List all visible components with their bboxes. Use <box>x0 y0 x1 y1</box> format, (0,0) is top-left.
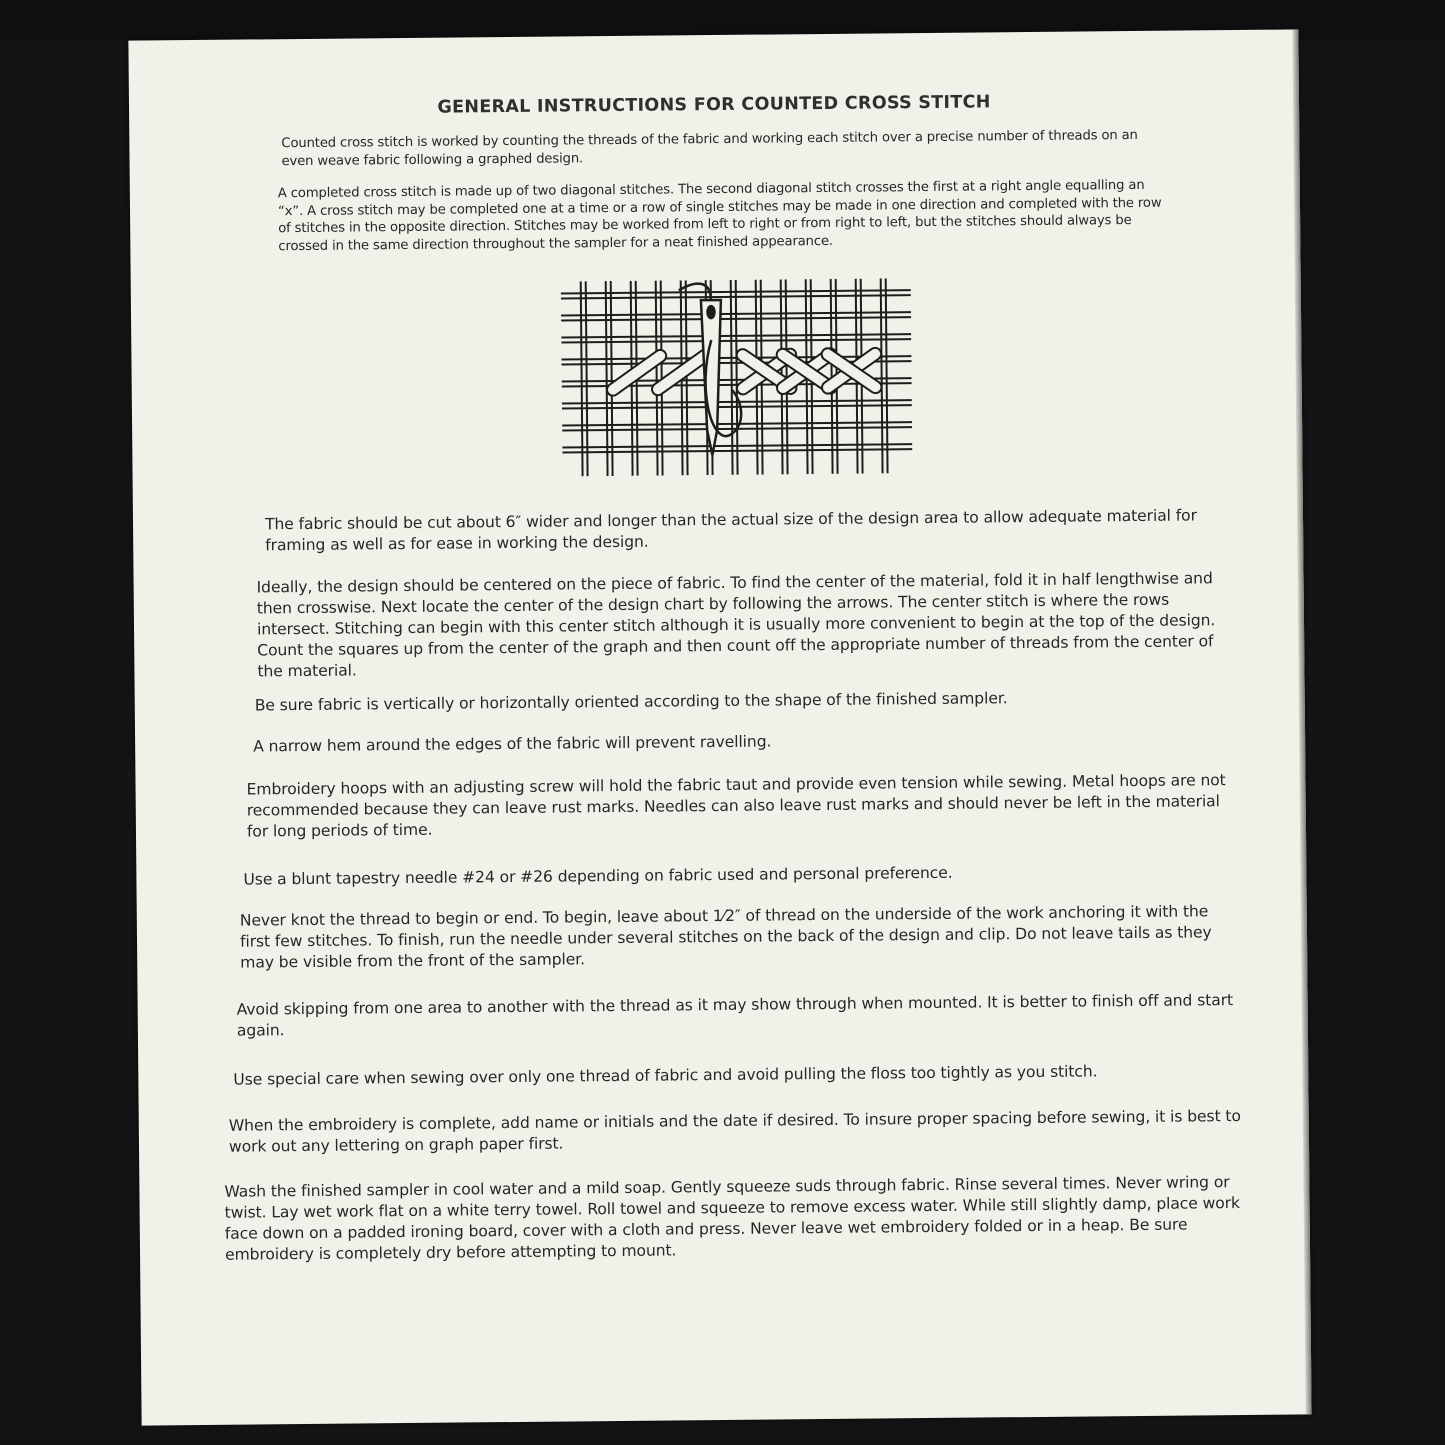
paragraph-special-care: Use special care when sewing over only one thread of fabric and avoid pulling the floss too tightly as you stitch. <box>233 1062 1098 1089</box>
cross-stitch-illustration <box>561 278 913 476</box>
intro-paragraph-2: A completed cross stitch is made up of two diagonal stitches. The second diagonal stitch crosses the first at a right angle equalling an “x”. A cross stitch may be completed one at a time or a row of single stitches may be made in one direction and completed with the row of stitches in the opposite direction. Stitches may be worked from left to right or from right to left, but the stitches should always be crossed in the same direction throughout the sampler for a neat finished appearance. <box>277 177 1162 254</box>
paragraph-orientation: Be sure fabric is vertically or horizontally oriented according to the shape of the finished sampler. <box>254 689 1008 715</box>
paragraph-knots: Never knot the thread to begin or end. To begin, leave about 1⁄2″ of thread on the underside of the work anchoring it with the first few stitches. To finish, run the needle under several stitches on the back of the design and clip. Do not leave tails as they may be visible from the front of the sampler. <box>239 902 1212 972</box>
paragraph-hoops: Embroidery hoops with an adjusting screw will hold the fabric taut and provide even tension while sewing. Metal hoops are not recommended because they can leave rust marks. Needles can also leave rust marks and should never be left in the material for long periods of time. <box>246 771 1226 841</box>
paragraph-hem: A narrow hem around the edges of the fabric will prevent ravelling. <box>253 732 772 756</box>
page-title: GENERAL INSTRUCTIONS FOR COUNTED CROSS STITCH <box>437 92 991 118</box>
intro-paragraph-1: Counted cross stitch is worked by counting the threads of the fabric and working each stitch over a precise number of threads on an even weave fabric following a graphed design. <box>281 127 1138 169</box>
cross-stitches-icon <box>604 345 884 398</box>
paragraph-needle: Use a blunt tapestry needle #24 or #26 depending on fabric used and personal preference. <box>243 863 953 889</box>
paragraph-washing: Wash the finished sampler in cool water and a mild soap. Gently squeeze suds through fabric. Rinse several times. Never wring or twist. Lay wet work flat on a white terry towel. Roll towel and squeeze to remove excess water. While still slightly damp, place work face down on a padded ironing board, cover with a cloth and press. Never leave wet embroidery folded or in a heap. Be sure embroidery is completely dry before attempting to mount. <box>224 1173 1241 1264</box>
paragraph-skipping: Avoid skipping from one area to another with the thread as it may show through when mounted. It is better to finish off and start again. <box>236 991 1234 1040</box>
paragraph-centering: Ideally, the design should be centered on the piece of fabric. To find the center of the material, fold it in half lengthwise and then crosswise. Next locate the center of the design chart by following the arrows. The center stitch is where the rows intersect. Stitching can begin with this center stitch although it is usually more convenient to begin at the top of the design. Count the squares up from the center of the graph and then count off the appropriate number of threads from the center of the material. <box>256 569 1216 681</box>
paragraph-lettering: When the embroidery is complete, add name or initials and the date if desired. To insure proper spacing before sewing, it is best to work out any lettering on graph paper first. <box>228 1107 1241 1156</box>
sheet-edge-shadow <box>1292 29 1311 1414</box>
instruction-sheet <box>128 29 1311 1425</box>
paragraph-fabric-size: The fabric should be cut about 6″ wider and longer than the actual size of the design area to allow adequate material for framing as well as for ease in working the design. <box>264 506 1197 555</box>
